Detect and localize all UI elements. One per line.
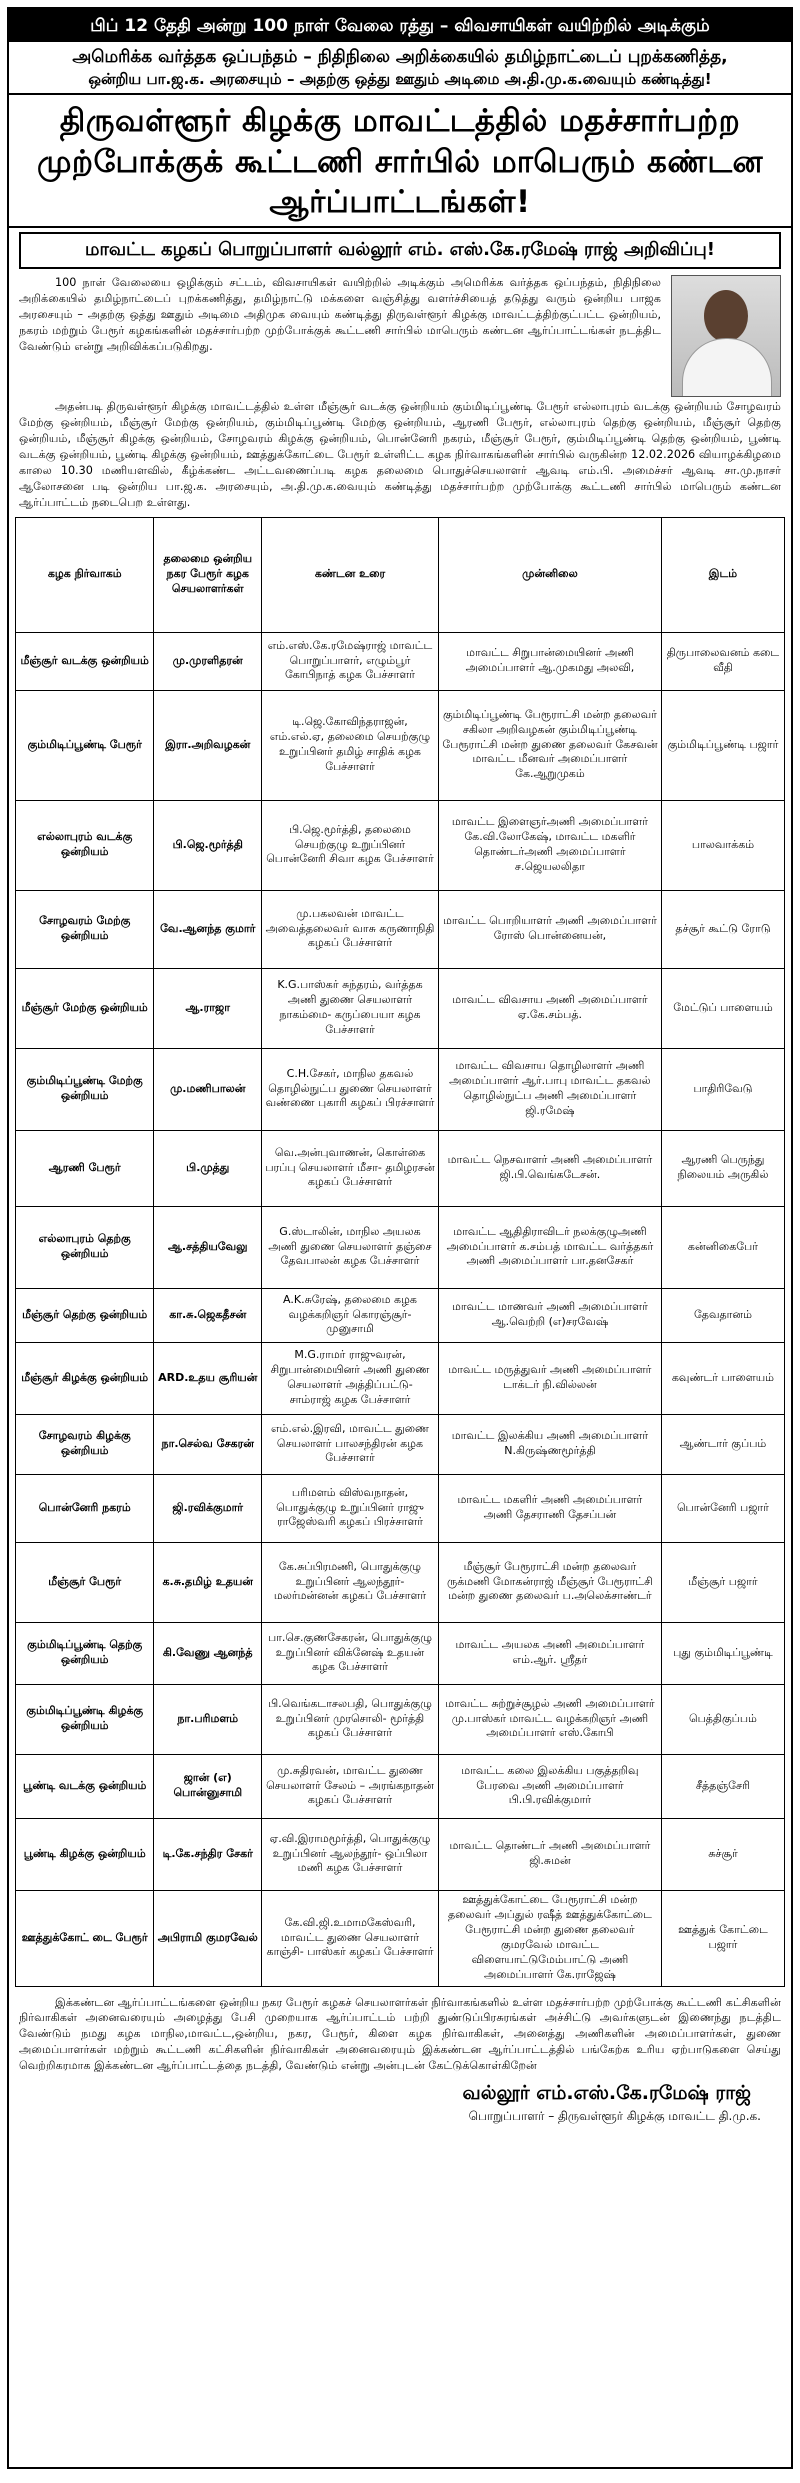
main-headline: திருவள்ளூர் கிழக்கு மாவட்டத்தில் மதச்சார்பற்ற முற்போக்குக் கூட்டணி சார்பில் மாபெரும் கண்டன ஆர்ப்பாட்டங்கள்! [9, 93, 791, 228]
announcement-bar: மாவட்ட கழகப் பொறுப்பாளர் வல்லூர் எம். எஸ்.கே.ரமேஷ் ராஜ் அறிவிப்பு! [19, 232, 781, 269]
table-cell: ஆ.சத்தியவேலு [154, 1206, 262, 1288]
table-cell: எல்லாபுரம் வடக்கு ஒன்றியம் [16, 800, 154, 890]
table-cell: ஆரணி பேரூர் [16, 1130, 154, 1206]
table-row [16, 1818, 785, 1890]
table-row [16, 1890, 785, 1986]
table-cell: கும்மிடிப்பூண்டி கிழக்கு ஒன்றியம் [16, 1684, 154, 1754]
table-cell: டி.கே.சந்திர சேகர் [154, 1818, 262, 1890]
table-cell: மாவட்ட சிறுபான்மையினர் அணி அமைப்பாளர் ஆ.முகமது அலவி, [438, 632, 661, 690]
table-cell: கும்மிடிப்பூண்டி பஜார் [661, 690, 784, 800]
table-cell: பாலவாக்கம் [661, 800, 784, 890]
header-cell: முன்னிலை [438, 517, 661, 632]
table-row [16, 1288, 785, 1342]
table-row [16, 1130, 785, 1206]
table-cell: மீஞ்சூர் மேற்கு ஒன்றியம் [16, 968, 154, 1048]
closing-paragraph: இக்கண்டன ஆர்ப்பாட்டங்களை ஒன்றிய நகர பேரூர் கழகச் செயலாளர்கள் நிர்வாகங்களில் உள்ள மதச்சார்பற்ற முற்போக்கு கூட்டணி கட்சிகளின் நிர்வாகிகள் அனைவரையும் அழைத்து பேசி முறையாக ஆர்ப்பாட்டம் பற்றி துண்டுப்பிரசுரங்கள் அச்சிட்டு அவர்களுடன் இணைந்து நடத்திட வேண்டும் நமது கழக மாநில,மாவட்ட,ஒன்றிய, நகர, பேரூர், கிளை கழக நிர்வாகிகள், அனைத்து அணிகளின் அமைப்பாளர்கள், துணை அமைப்பாளர்கள் மற்றும் கூட்டணி கட்சிகளின் நிர்வாகிகள் அனைவரையும் இக்கண்டன ஆர்ப்பாட்டத்தில் பங்கேற்க உரிய ஏற்பாடுகளை செய்து வெற்றிகரமாக இக்கண்டன ஆர்ப்பாட்டத்தை நடத்தி, வேண்டும் என்று அன்புடன் கேட்டுக்கொள்கிறேன் [19, 1995, 782, 2073]
table-row [16, 968, 785, 1048]
table-cell: வே.ஆனந்த குமார் [154, 890, 262, 968]
table-cell: மீஞ்சூர் வடக்கு ஒன்றியம் [16, 632, 154, 690]
table-cell: மு.மணிபாலன் [154, 1048, 262, 1130]
table-cell: எல்லாபுரம் தெற்கு ஒன்றியம் [16, 1206, 154, 1288]
table-cell: மாவட்ட ஆதிதிராவிடர் நலக்குழுஅணி அமைப்பாளர் க.சம்பத் மாவட்ட வர்த்தகர் அணி அமைப்பாளர் பா.தனசேகர் [438, 1206, 661, 1288]
table-cell: பாதிரிவேடு [661, 1048, 784, 1130]
table-cell: C.H.சேகர், மாநில தகவல் தொழில்நுட்ப துணை செயலாளர் வண்ணை புகாரி கழகப் பிரச்சாளர் [262, 1048, 439, 1130]
table-cell: மாவட்ட கலை இலக்கிய பகுத்தறிவு பேரவை அணி அமைப்பாளர் பி.பி.ரவிக்குமார் [438, 1754, 661, 1818]
table-cell: பி.ஜெ.மூர்த்தி [154, 800, 262, 890]
table-cell: கி.வேணு ஆனந்த் [154, 1622, 262, 1684]
table-cell: மாவட்ட விவசாய தொழிலாளர் அணி அமைப்பாளர் ஆர்.பாபு மாவட்ட தகவல் தொழில்நுட்ப அணி அமைப்பாளர் ஜி.ரமேஷ் [438, 1048, 661, 1130]
table-cell: M.G.ராமர் ராஜுவரன், சிறுபான்மையினர் அணி துணை செயலாளர் அத்திப்பட்டு- சாம்ராஜ் கழக பேச்சாளர் [262, 1342, 439, 1414]
table-cell: மாவட்ட சுற்றுச்சூழல் அணி அமைப்பாளர் மு.பாஸ்கர் மாவட்ட வழக்கறிஞர் அணி அமைப்பாளர் எஸ்.கோபி [438, 1684, 661, 1754]
table-cell: G.ஸ்டாலின், மாநில அயலக அணி துணை செயலாளர் தஞ்சை தேவபாலன் கழக பேச்சாளர் [262, 1206, 439, 1288]
table-cell: கும்மிடிப்பூண்டி தெற்கு ஒன்றியம் [16, 1622, 154, 1684]
table-cell: சோழவரம் மேற்கு ஒன்றியம் [16, 890, 154, 968]
protest-schedule-table [15, 517, 785, 1987]
table-cell: மு.சுதிரவன், மாவட்ட துணை செயலாளர் சேலம் – அரங்கநாதன் கழகப் பேச்சாளர் [262, 1754, 439, 1818]
table-row [16, 1048, 785, 1130]
table-cell: மு.முரளிதரன் [154, 632, 262, 690]
table-cell: மாவட்ட மகளிர் அணி அமைப்பாளர் அணி தேசராணி தேசப்பன் [438, 1474, 661, 1542]
photo-body-shape [682, 338, 772, 397]
table-cell: ஊத்துக்கோட் டை பேரூர் [16, 1890, 154, 1986]
table-cell: மாவட்ட விவசாய அணி அமைப்பாளர் ஏ.கே.சம்பத். [438, 968, 661, 1048]
table-cell: இரா.அறிவழகன் [154, 690, 262, 800]
table-cell: பொன்னேரி நகரம் [16, 1474, 154, 1542]
table-cell: கே.வி.ஜி.உமாமகேஸ்வரி, மாவட்ட துணை செயலாளர் காஞ்சி- பாஸ்கர் கழகப் பேச்சாளர் [262, 1890, 439, 1986]
table-cell: மீஞ்சூர் பஜார் [661, 1542, 784, 1622]
table-cell: பரிமளம் விஸ்வநாதன், பொதுக்குழு உறுப்பினர் ராஜு ராஜேஸ்வரி கழகப் பிரச்சாளர் [262, 1474, 439, 1542]
table-cell: மாவட்ட பொறியாளர் அணி அமைப்பாளர் ரோஸ் பொன்னையன், [438, 890, 661, 968]
header-cell: இடம் [661, 517, 784, 632]
table-cell: மாவட்ட இளைஞர்அணி அமைப்பாளர் கே.வி.லோகேஷ், மாவட்ட மகளிர் தொண்டர்அணி அமைப்பாளர் ச.ஜெயலலிதா [438, 800, 661, 890]
table-row [16, 1542, 785, 1622]
table-cell: எம்.எல்.இரவி, மாவட்ட துணை செயலாளர் பாலசந்திரன் கழக பேச்சாளர் [262, 1414, 439, 1474]
table-row [16, 1622, 785, 1684]
table-cell: மீஞ்சூர் பேரூர் [16, 1542, 154, 1622]
table-cell: ஆண்டார் குப்பம் [661, 1414, 784, 1474]
table-cell: மீஞ்சூர் கிழக்கு ஒன்றியம் [16, 1342, 154, 1414]
table-cell: சீத்தஞ்சேரி [661, 1754, 784, 1818]
header-cell: கழக நிர்வாகம் [16, 517, 154, 632]
table-cell: திருபாலைவனம் கடை வீதி [661, 632, 784, 690]
table-cell: ஊத்துக்கோட்டை பேரூராட்சி மன்ற தலைவர் அப்துல் ரஷீத் ஊத்துக்கோட்டை பேரூராட்சி மன்ற துணை தலைவர் குமரவேல் மாவட்ட விளையாட்டுமேம்பாட்டு அணி அமைப்பாளர் கே.ராஜேஷ் [438, 1890, 661, 1986]
table-cell: பெத்திகுப்பம் [661, 1684, 784, 1754]
table-cell: கா.சு.ஜெகதீசன் [154, 1288, 262, 1342]
table-cell: டி.ஜெ.கோவிந்தராஜன், எம்.எல்.ஏ, தலைமை செயற்குழு உறுப்பினர் தமிழ் சாதிக் கழக பேச்சாளர் [262, 690, 439, 800]
table-cell: தச்சூர் கூட்டு ரோடு [661, 890, 784, 968]
table-cell: மேட்டுப் பாளையம் [661, 968, 784, 1048]
table-cell: ஜி.ரவிக்குமார் [154, 1474, 262, 1542]
table-cell: மாவட்ட தொண்டர் அணி அமைப்பாளர் ஜி.சுமன் [438, 1818, 661, 1890]
table-cell: பி.முத்து [154, 1130, 262, 1206]
table-header-row [16, 517, 785, 632]
table-cell: பூண்டி கிழக்கு ஒன்றியம் [16, 1818, 154, 1890]
table-cell: எம்.எஸ்.கே.ரமேஷ்ராஜ் மாவட்ட பொறுப்பாளர், எழும்பூர் கோபிநாத் கழக பேச்சாளர் [262, 632, 439, 690]
table-cell: நா.பரிமளம் [154, 1684, 262, 1754]
table-cell: பி.வெங்கடாசலபதி, பொதுக்குழு உறுப்பினர் முரசொலி- மூர்த்தி கழகப் பேச்சாளர் [262, 1684, 439, 1754]
table-cell: மீஞ்சூர் தெற்கு ஒன்றியம் [16, 1288, 154, 1342]
table-cell: பா.செ.குணசேகரன், பொதுக்குழு உறுப்பினர் விக்னேஷ் உதயன் கழக பேச்சாளர் [262, 1622, 439, 1684]
headline-subtitle [9, 42, 791, 93]
header-cell: கண்டன உரை [262, 517, 439, 632]
table-cell: கும்மிடிப்பூண்டி மேற்கு ஒன்றியம் [16, 1048, 154, 1130]
table-row [16, 690, 785, 800]
table-body [16, 632, 785, 1986]
intro-section [9, 269, 791, 397]
table-cell: மாவட்ட நெசவாளர் அணி அமைப்பாளர் ஜி.பி.வெங்கடேசன். [438, 1130, 661, 1206]
table-cell: K.G.பாஸ்கர் சுந்தரம், வர்த்தக அணி துணை செயலாளர் நாகம்மை- கருப்பையா கழக பேச்சாளர் [262, 968, 439, 1048]
table-cell: மாவட்ட மாணவர் அணி அமைப்பாளர் ஆ.வெற்றி (எ)சரவேஷ் [438, 1288, 661, 1342]
table-cell: க.சு.தமிழ் உதயன் [154, 1542, 262, 1622]
table-cell: பி.ஜெ.மூர்த்தி, தலைமை செயற்குழு உறுப்பினர் பொன்னேரி சிவா கழக பேச்சாளர் [262, 800, 439, 890]
table-row [16, 632, 785, 690]
table-cell: கே.சுப்பிரமணி, பொதுக்குழு உறுப்பினர் ஆலந்தூர்- மலர்மன்னன் கழகப் பேச்சாளர் [262, 1542, 439, 1622]
signature-title: பொறுப்பாளர் – திருவள்ளூர் கிழக்கு மாவட்ட தி.மு.க. [468, 2109, 761, 2124]
table-row [16, 800, 785, 890]
table-cell: புது கும்மிடிப்பூண்டி [661, 1622, 784, 1684]
table-cell: ஜான் (எ) பொன்னுசாமி [154, 1754, 262, 1818]
table-cell: சுச்சூர் [661, 1818, 784, 1890]
table-cell: மாவட்ட அயலக அணி அமைப்பாளர் எம்.ஆர். ஸ்ரீதர் [438, 1622, 661, 1684]
table-cell: கவுண்டர் பாளையம் [661, 1342, 784, 1414]
table-row [16, 1474, 785, 1542]
headline-banner: பிப் 12 தேதி அன்று 100 நாள் வேலை ரத்து – விவசாயிகள் வயிற்றில் அடிக்கும் [9, 9, 791, 42]
headline-subtitle-line-2: ஒன்றிய பா.ஜ.க. அரசையும் – அதற்கு ஒத்து ஊதும் அடிமை அ.தி.மு.க.வையும் கண்டித்து! [88, 70, 712, 89]
headline-subtitle-line-1: அமெரிக்க வர்த்தக ஒப்பந்தம் – நிதிநிலை அறிக்கையில் தமிழ்நாட்டைப் புறக்கணித்த, [72, 47, 728, 68]
newspaper-notice [7, 7, 793, 2469]
table-cell: தேவதானம் [661, 1288, 784, 1342]
table-row [16, 1754, 785, 1818]
intro-paragraph: 100 நாள் வேலையை ஒழிக்கும் சட்டம், விவசாயிகள் வயிற்றில் அடிக்கும் அமெரிக்க வர்த்தக ஒப்பந்தம், நிதிநிலை அறிக்கையில் தமிழ்நாட்டைப் புறக்கணித்து, தமிழ்நாட்டு மக்களை வஞ்சித்து வளர்ச்சியைத் தடுத்து வரும் ஒன்றிய பாஜக அரசையும் – அதற்கு ஒத்து ஊதும் அடிமை அதிமுக வையும் கண்டித்து திருவள்ளூர் கிழக்கு மாவட்டத்திற்குட்பட்ட ஒன்றியம், நகரம் மற்றும் பேரூர் கழகங்களின் மதச்சார்பற்ற முற்போக்குக் கூட்டணி சார்பில் மாபெரும் கண்டன ஆர்ப்பாட்டங்கள் நடத்திட வேண்டும் என்று அறிவிக்கப்படுகிறது. [19, 276, 661, 353]
table-row [16, 1414, 785, 1474]
table-cell: ARD.உதய சூரியன் [154, 1342, 262, 1414]
schedule-paragraph: அதன்படி திருவள்ளூர் கிழக்கு மாவட்டத்தில் உள்ள மீஞ்சூர் வடக்கு ஒன்றியம் கும்மிடிப்பூண்டி பேரூர் எல்லாபுரம் வடக்கு ஒன்றியம் சோழவரம் மேற்கு ஒன்றியம், மீஞ்சூர் மேற்கு ஒன்றியம், கும்மிடிப்பூண்டி மேற்கு ஒன்றியம், ஆரணி பேரூர், எல்லாபுரம் தெற்கு ஒன்றியம், மீஞ்சூர் தெற்கு ஒன்றியம், மீஞ்சூர் கிழக்கு ஒன்றியம், சோழவரம் கிழக்கு ஒன்றியம், பொன்னேரி நகரம், மீஞ்சூர் பேரூர், கும்மிடிப்பூண்டி தெற்கு ஒன்றியம், பூண்டி வடக்கு ஒன்றியம், பூண்டி கிழக்கு ஒன்றியம், ஊத்துக்கோட்டை பேரூர் உள்ளிட்ட கழக நிர்வாகங்களின் சார்பில் வருகின்ற 12.02.2026 வியாழக்கிழமை காலை 10.30 மணியளவில், கீழ்க்கண்ட அட்டவணைப்படி கழக தலைமை பொதுச்செயலாளர் ஆவடி எம்.பி. அமைச்சர் ஆவடி சா.மு.நாசர் ஆலோசனை படி ஒன்றிய பா.ஜ.க. அரசையும், அ.தி.மு.க.வையும் கண்டித்து மதச்சார்பற்ற முற்போக்கு கூட்டணி சார்பில் மாபெரும் கண்டன ஆர்ப்பாட்டம் நடைபெற உள்ளது. [19, 400, 781, 509]
table-cell: கும்மிடிப்பூண்டி பேரூர் [16, 690, 154, 800]
table-cell: பொன்னேரி பஜார் [661, 1474, 784, 1542]
table-cell: பூண்டி வடக்கு ஒன்றியம் [16, 1754, 154, 1818]
table-cell: மு.பகலவன் மாவட்ட அவைத்தலைவர் வாசு கருணாநிதி கழகப் பேச்சாளர் [262, 890, 439, 968]
table-cell: கன்னிகைபேர் [661, 1206, 784, 1288]
table-cell: ஆ.ராஜா [154, 968, 262, 1048]
header-cell: தலைமை ஒன்றிய நகர பேரூர் கழக செயலாளர்கள் [154, 517, 262, 632]
table-cell: மாவட்ட மருத்துவர் அணி அமைப்பாளர் டாக்டர் நி.வில்லன் [438, 1342, 661, 1414]
table-cell: ஏ.வி.இராமமூர்த்தி, பொதுக்குழு உறுப்பினர் ஆலந்தூர்- ஒப்பிலா மணி கழக பேச்சாளர் [262, 1818, 439, 1890]
table-cell: சோழவரம் கிழக்கு ஒன்றியம் [16, 1414, 154, 1474]
table-row [16, 1684, 785, 1754]
table-cell: கும்மிடிப்பூண்டி பேரூராட்சி மன்ற தலைவர் சகிலா அறிவழகன் கும்மிடிப்பூண்டி பேரூராட்சி மன்ற துணை தலைவர் கேசவன் மாவட்ட மீனவர் அமைப்பாளர் கே.ஆறுமுகம் [438, 690, 661, 800]
table-cell: மாவட்ட இலக்கிய அணி அமைப்பாளர் N.கிருஷ்ணமூர்த்தி [438, 1414, 661, 1474]
signature-name: வல்லூர் எம்.எஸ்.கே.ரமேஷ் ராஜ் [462, 2082, 751, 2105]
table-cell: A.K.சுரேஷ், தலைமை கழக வழக்கறிஞர் கொரஞ்சூர்- முனுசாமி [262, 1288, 439, 1342]
table-row [16, 1342, 785, 1414]
table-cell: அபிராமி குமரவேல் [154, 1890, 262, 1986]
table-cell: மீஞ்சூர் பேரூராட்சி மன்ற தலைவர் ருக்மணி மோகன்ராஜ் மீஞ்சூர் பேரூராட்சி மன்ற துணை தலைவர் ப.அலெக்சாண்டர் [438, 1542, 661, 1622]
table-row [16, 890, 785, 968]
table-cell: ஊத்துக் கோட்டை பஜார் [661, 1890, 784, 1986]
table-cell: நா.செல்வ சேகரன் [154, 1414, 262, 1474]
table-cell: ஆரணி பெருந்து நிலையம் அருகில் [661, 1130, 784, 1206]
person-photo [671, 275, 781, 397]
table-cell: வெ.அன்புவாணன், கொள்கை பரப்பு செயலாளர் மீசா- தமிழரசன் கழகப் பேச்சாளர் [262, 1130, 439, 1206]
table-row [16, 1206, 785, 1288]
photo-head-shape [704, 290, 748, 342]
